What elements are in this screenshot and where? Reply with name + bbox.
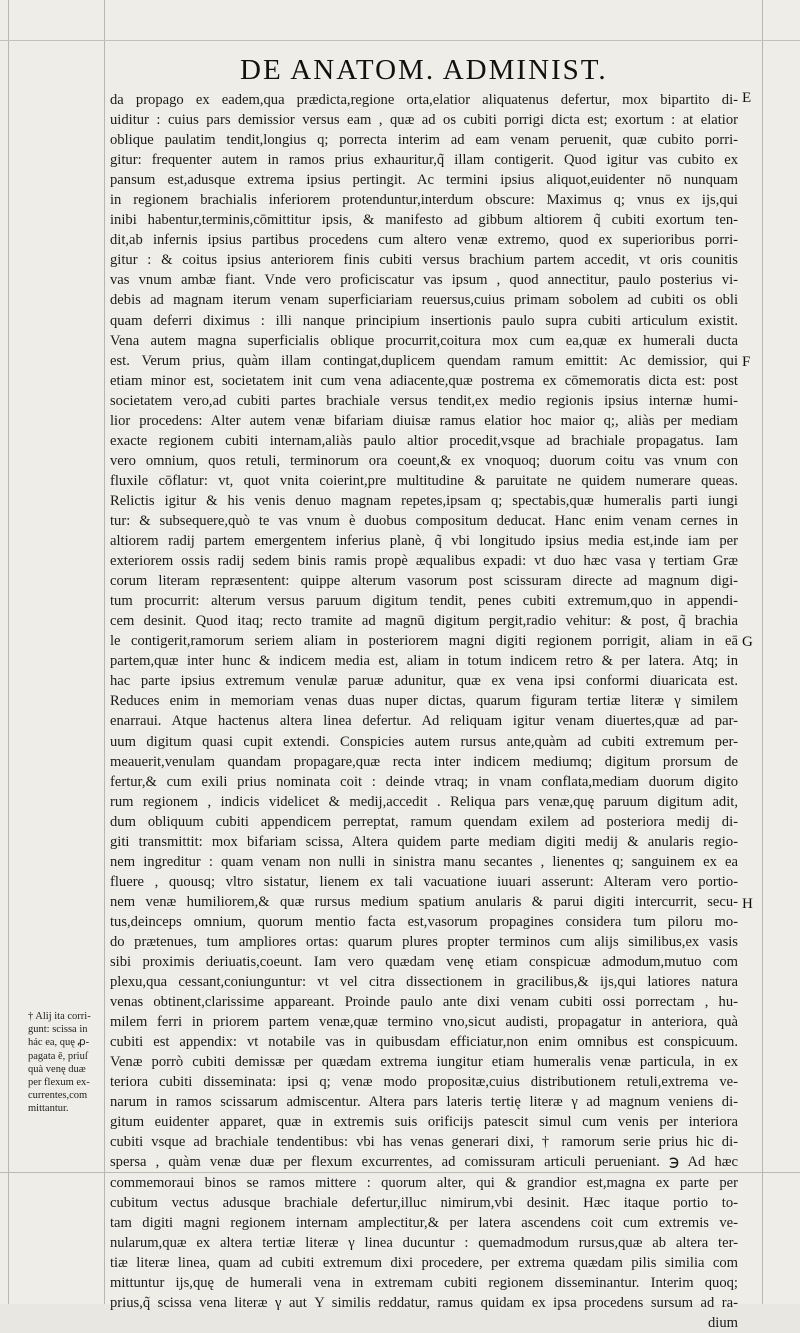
text-line: oblique paulatim tendit,longius q; porrecta interim ad eam venam peruenit, quæ cubito porri-: [110, 132, 738, 149]
margin-note-line: gunt: scissa in: [28, 1024, 88, 1036]
text-line: nem ingreditur : quam venam non nulli in sinistra manu secantes , lienentes q; sanguinem ex ea: [110, 853, 738, 870]
text-line: milem ferri in priorem partem venæ,quæ termino vno,sicut audisti, propagatur in anteriora, quà: [110, 1014, 738, 1031]
text-line: tam digiti magni regionem internam amplectitur,& per latera ascendens coit cum extremis ve-: [110, 1214, 738, 1231]
text-line: sibi proximis deriuatis,coeunt. Iam vero quædam venę etiam conspicuæ admodum,mutuo com: [110, 954, 738, 971]
text-line: gitur: frequenter autem in ramos prius exhauritur,q̃ illam contigerit. Quod igitur vas cubito ex: [110, 152, 738, 169]
text-line: societatem vero,ad cubiti partes brachiale versus tendit,ex medio regionis ipsius internæ humi-: [110, 392, 738, 409]
text-line: corum literam repræsentent: quippe alterum vasorum post scissuram directe ad magnum digi-: [110, 573, 738, 590]
text-line: Relictis igitur & his venis denuo magnam repetes,ipsam q; spectabis,quæ humeralis parti iungi: [110, 492, 738, 509]
text-line: quam deferri diximus : illi nanque principium insertionis paulo supra cubiti articulum existit.: [110, 312, 738, 329]
page-edge-right: [762, 0, 763, 1304]
text-line: meauerit,venulam quandam propagare,quæ recta inter indicem mediumq; digitum prorsum de: [110, 753, 738, 770]
text-line: uum digitum quasi cupit extendi. Conspicies autem rursus ante,quàm ad cubiti extremum per-: [110, 733, 738, 750]
text-line: cem desinit. Quod itaq; recto tramite ad magnū digitum pergit,radio vehitur: & post, q̃ brachia: [110, 613, 738, 630]
text-line: etiam minor est, societatem init cum vena adiacente,quæ postrema ex cōmemoratis dicta est: post: [110, 372, 738, 389]
text-line: dium: [708, 1314, 738, 1331]
text-line: inibi habentur,terminis,cōmittitur ipsis, & manifesto ad gibbum altiorem q̃ cubiti exortum ten-: [110, 212, 738, 229]
text-line: Reduces enim in memoriam venas duas nuper dictas, quarum figuram tertiæ literæ γ similem: [110, 693, 738, 710]
text-line: cubiti vsque ad brachiale tendentibus: vbi has venas generari dixi, † ramorum serie prius hic di-: [110, 1134, 738, 1151]
text-line: fluxile cōflatur: vt, quot vnita coierint,pre multitudine & paruitate ne quidem numerare queas.: [110, 472, 738, 489]
margin-note: [28, 1010, 106, 1116]
text-line: teriora cubiti disseminata: ipsi q; venæ modo propositæ,cuius distributionem retuli,extrema ve-: [110, 1074, 738, 1091]
text-line: fertur,& cum exili prius nominata coit : deinde vtraq; in vnam conflata,mediam duorum digito: [110, 773, 738, 790]
text-line: partem,quæ inter hunc & indicem media est, aliam in totum indicem retro & per latera. Atq; in: [110, 653, 738, 670]
text-line: exacte regionem cubiti internam,aliàs paulo altior procedit,vsque ad brachiale propagatus. Iam: [110, 432, 738, 449]
margin-note-line: quà venę duæ: [28, 1063, 86, 1075]
text-line: altiorem radij partem emergentem inferius planè, q̃ vbi longitudo ipsius media est,inde iam per: [110, 533, 738, 550]
text-line: da propago ex eadem,qua prædicta,regione orta,elatior aliquatenus defertur, mox bipartito di-: [110, 92, 738, 108]
text-line: est. Verum prius, quàm illam contingat,duplicem quendam ramum emittit: Ac demissior, qui: [110, 352, 738, 369]
margin-note-line: † Alij ita corri-: [28, 1011, 91, 1022]
text-line: vas vnum ambæ fiant. Vnde vero proficiscatur vas ipsum , quod annectitur, paulo posterius vi-: [110, 272, 738, 289]
margin-note-line: currentes,com: [28, 1090, 88, 1102]
text-line: prius,q̃ scissa vena literæ γ aut Υ similis reddatur, ramus quidam ex ipsa procedens sursum ad ra-: [110, 1294, 738, 1311]
text-line: mittuntur ijs,quę de humerali vena in extremam cubiti regionem disseminantur. Interim quoq;: [110, 1274, 738, 1291]
text-line: nularum,quæ ex altera tertiæ literæ γ linea ducuntur : quemadmodum rursus,quæ ab altera ter-: [110, 1234, 738, 1251]
margin-note-line: per flexum ex-: [28, 1077, 90, 1089]
text-line: exteriorem ossis radij sedem binis ramis propè æqualibus expadi: vt duo hæc vasa γ tertiam Græ: [110, 553, 738, 570]
text-line: gitum euidenter apparet, quæ in extremis suis orificijs patescit simul cum venis per interiora: [110, 1114, 738, 1131]
margin-note-line: hác ea, quę ꝓ-: [28, 1037, 90, 1049]
body-text: [110, 90, 738, 1333]
text-line: gitur : & coitus ipsius anteriorem finis cubiti versus brachium partem accedit, vt oris counitis: [110, 252, 738, 269]
text-line: nem venæ humiliorem,& quæ rursus medium spatium anularis & parui digiti intercurrit, secu-: [110, 893, 738, 910]
text-line: spersa , quàm venæ duæ per flexum excurrentes, ad comissuram articuli perueniant. ℈ Ad hæc: [110, 1154, 738, 1171]
text-line: hac parte ipsius extremum venulæ paruæ adunitur, quæ ex vena ipsi conformi diuaricata est.: [110, 673, 738, 690]
text-line: tus,deinceps omnium, quorum mentio facta est,vasorum propagines considera tum piloru mo-: [110, 913, 738, 930]
text-line: narum in ramos scissarum admiscentur. Altera pars lateris tertię literæ γ ad magnum veniens di-: [110, 1094, 738, 1111]
margin-note-line: pagata ē, priuſ: [28, 1050, 88, 1062]
text-line: dit,ab infernis ipsius partibus procedens cum altero venæ extremo, quod ex superioribus porri-: [110, 232, 738, 249]
text-line: tiæ literæ linea, quam ad cubiti extremum dixi procedere, per extrema quædam pilis similia com: [110, 1254, 738, 1271]
text-line: enarraui. Atque hactenus altera linea defertur. Ad reliquam igitur venam diuertes,quæ ad par-: [110, 713, 738, 730]
text-line: cubitum vectus adusque brachiale defertur,illuc nimirum,vbi desinit. Hæc itaque portio to-: [110, 1194, 738, 1211]
margin-letter-g: G: [742, 634, 753, 650]
margin-note-line: mittantur.: [28, 1103, 69, 1115]
text-line: debis ad magnam iterum venam superficiariam reuersus,cuius primam sobolem ad cubiti os obli: [110, 292, 738, 309]
margin-letter-e: E: [742, 90, 752, 106]
page-edge-left: [8, 0, 9, 1304]
text-line: plexu,qua cessant,coniunguntur: vt vel citra dissectionem in gracilibus,& ijs,qui latiores natura: [110, 974, 738, 991]
text-line: giti transmittit: mox bifariam scissa, Altera quidem parte mediam digiti medij & anularis regio-: [110, 833, 738, 850]
text-line: rum regionem , indicis videlicet & medij,accedit . Reliqua pars venæ,quę paruum digitum adit,: [110, 793, 738, 810]
text-line: vero omnium, quos retuli, terminorum ora coeunt,& ex vnoquoq; duorum coitu vas vnum con: [110, 452, 738, 469]
margin-letter-f: F: [742, 354, 751, 370]
text-line: tum procurrit: alterum versus paruum digitum tendit, penes cubiti extremum,quo in appendi-: [110, 593, 738, 610]
text-line: lior procedens: Alter autem venæ bifariam diuisæ ramus elatior hoc maior q;, aliàs per mediam: [110, 412, 738, 429]
text-line: Venæ porrò cubiti demissæ per quædam extrema iungitur etiam humeralis venæ particula, in ex: [110, 1054, 738, 1071]
text-line: tur: & subsequere,quò te vas vnum è duobus compositum deducat. Hanc enim venam cernes in: [110, 512, 738, 529]
text-line: uiditur : cuius pars demissior versus eam , quæ ad os cubiti porrigi dicta est; exortum : at elatior: [110, 112, 738, 129]
running-title: DE ANATOM. ADMINIST.: [240, 54, 608, 86]
text-line: in regionem brachialis inferiorem protenduntur,interdum obscure: Maximus q; vnus ex ijs,qui: [110, 192, 738, 209]
top-edge-line: [0, 40, 800, 41]
text-line: fluere , quousq; vltro sistatur, lienem ex tali vacuatione iuuari asserunt: Alteram vero portio-: [110, 873, 738, 890]
text-line: dum obliquum cubiti appendicem perreptat, ramum quendam exilem ad posteriora medij di-: [110, 813, 738, 830]
text-line: commemoraui binos se ramos mittere : quorum alter, qui & grandior est,magna ex parte per: [110, 1174, 738, 1191]
text-line: Vena autem magna superficialis oblique procurrit,coitura mox cum ea,quæ ex humerali ducta: [110, 332, 738, 349]
margin-letter-h: H: [742, 896, 753, 912]
text-line: venas obtinent,clarissime appareant. Proinde paulo ante dixi venam cubiti ossi porrectam , hu-: [110, 994, 738, 1011]
text-line: le contigerit,ramorum seriem aliam in posteriorem magni digiti regionem porrigit, aliam in eā: [110, 633, 738, 650]
text-line: do prætenues, tum ampliores ortas: quarum plures propter terminos cum alijs similibus,ex vasis: [110, 933, 738, 950]
text-line: pansum est,adusque extrema ipsius pertingit. Ac termini ipsius aliquot,euidenter nō nunquam: [110, 172, 738, 189]
text-line: cubiti est appendix: vt notabile vas in quibusdam efficiatur,non enim omnibus est conspicuum.: [110, 1034, 738, 1051]
